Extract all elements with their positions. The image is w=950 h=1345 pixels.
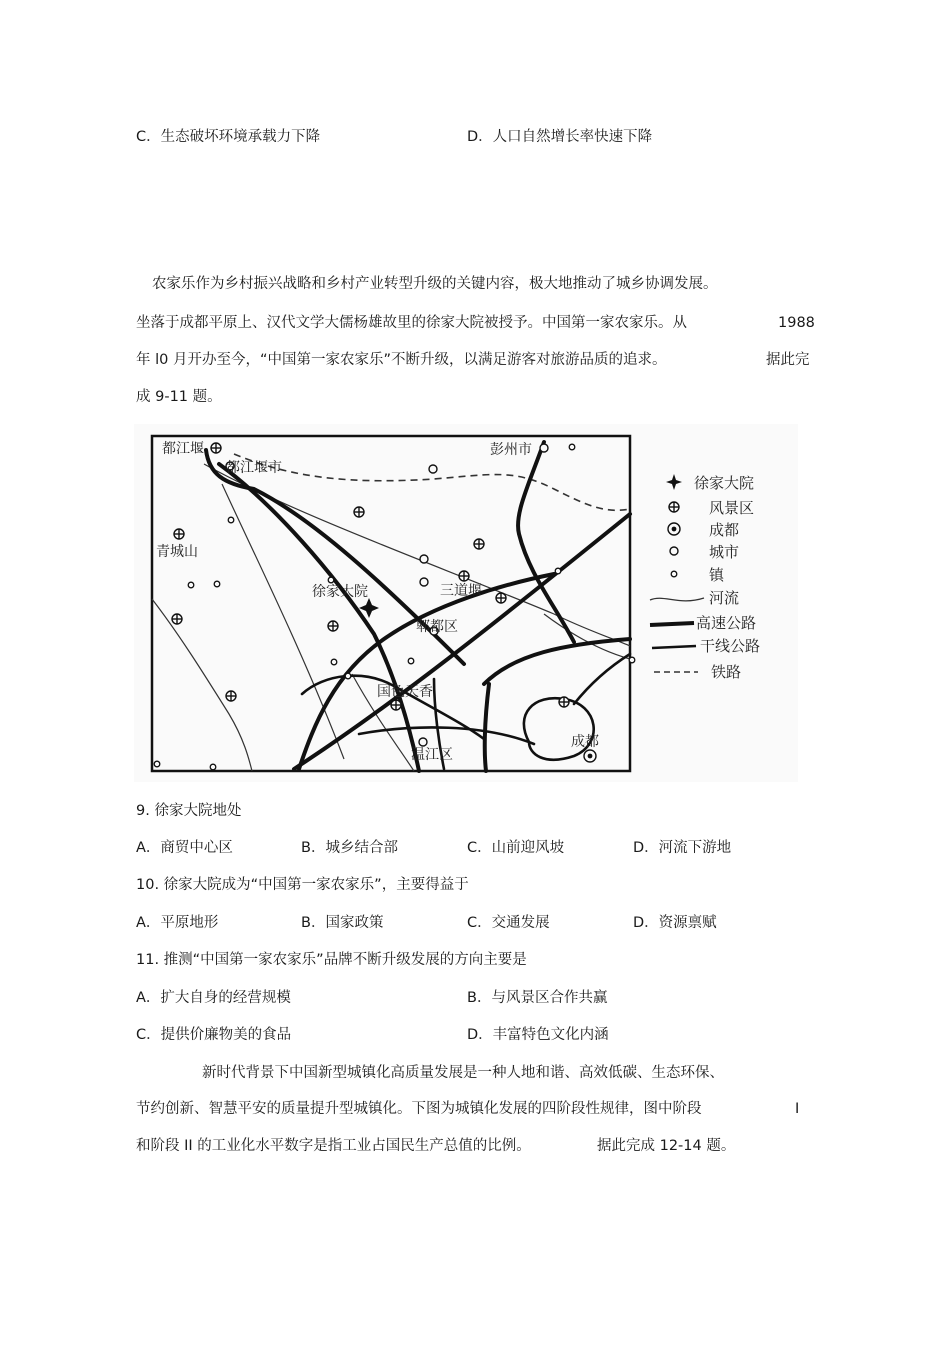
q9-option-c: C．山前迎风坡 xyxy=(467,840,565,856)
scenic-icon xyxy=(172,614,182,624)
passage1-line1: 农家乐作为乡村振兴战略和乡村产业转型升级的关键内容，极大地推动了城乡协调发展。 xyxy=(152,276,718,292)
q8-option-d: D．人口自然增长率快速下降 xyxy=(467,129,653,145)
q11-option-a: A．扩大自身的经营规模 xyxy=(136,990,291,1006)
town-marker xyxy=(188,582,194,588)
q11-stem: 11. 推测“中国第一家农家乐”品牌不断升级发展的方向主要是 xyxy=(136,952,527,968)
highway xyxy=(484,639,630,684)
town-marker xyxy=(555,568,561,574)
trunk-road xyxy=(524,698,594,759)
label-dujiangyan-city: 都江堰市 xyxy=(226,460,282,476)
river xyxy=(152,599,252,771)
town-marker xyxy=(629,657,635,663)
city-marker xyxy=(420,555,428,563)
town-marker xyxy=(345,673,351,679)
q9-stem: 9. 徐家大院地处 xyxy=(136,803,242,819)
passage1-line3-end: 据此完 xyxy=(766,352,810,368)
q11-option-c: C．提供价廉物美的食品 xyxy=(136,1027,292,1043)
scenic-icon xyxy=(226,691,236,701)
scenic-icon xyxy=(496,593,506,603)
q11-option-d: D．丰富特色文化内涵 xyxy=(467,1027,609,1043)
legend-trunk-line xyxy=(652,646,696,648)
passage2-line2: 节约创新、智慧平安的质量提升型城镇化。下图为城镇化发展的四阶段性规律，图中阶段 xyxy=(136,1101,702,1117)
label-xujiadayuan: 徐家大院 xyxy=(312,584,368,600)
label-chengdu: 成都 xyxy=(571,734,599,750)
trunk-road xyxy=(359,727,534,744)
scenic-icon xyxy=(559,697,569,707)
passage2-line2-end: I xyxy=(795,1101,800,1117)
q10-option-a: A．平原地形 xyxy=(136,915,219,931)
legend-xujia-star-icon xyxy=(666,474,682,490)
q9-option-b: B．城乡结合部 xyxy=(301,840,398,856)
legend-town-icon xyxy=(671,571,677,577)
city-marker xyxy=(419,738,427,746)
legend-xujia: 徐家大院 xyxy=(694,474,755,492)
label-dujiangyan: 都江堰 xyxy=(162,441,204,457)
passage1-line2: 坐落于成都平原上、汉代文学大儒杨雄故里的徐家大院被授予。中国第一家农家乐。从 xyxy=(136,315,687,331)
legend-river: 河流 xyxy=(709,589,740,607)
river xyxy=(544,614,630,659)
passage1-line4: 成 9-11 题。 xyxy=(136,389,222,405)
highway xyxy=(219,464,419,771)
label-qingchengshan: 青城山 xyxy=(156,544,198,560)
q10-option-d: D．资源禀赋 xyxy=(633,915,717,931)
map-legend xyxy=(650,474,760,681)
passage1-line3: 年 l0 月开办至今，“中国第一家农家乐”不断升级，以满足游客对旅游品质的追求。 xyxy=(136,352,667,368)
city-marker xyxy=(540,444,548,452)
q8-option-c: C．生态破坏环境承载力下降 xyxy=(136,129,321,145)
label-pengzhou: 彭州市 xyxy=(490,442,532,458)
railway xyxy=(234,454,630,510)
scenic-icon xyxy=(354,507,364,517)
passage2-line1: 新时代背景下中国新型城镇化高质量发展是一种人地和谐、高效低碳、生态环保、 xyxy=(202,1065,724,1081)
q11-option-b: B．与风景区合作共赢 xyxy=(467,990,608,1006)
scenic-icon xyxy=(391,700,401,710)
legend-trunk: 干线公路 xyxy=(700,637,761,655)
scenic-icon xyxy=(328,621,338,631)
legend-scenic-icon xyxy=(669,502,679,512)
scenic-icon xyxy=(474,539,484,549)
chengdu-map-figure xyxy=(134,424,798,782)
passage2-line3-end: 据此完成 12-14 题。 xyxy=(597,1138,736,1154)
legend-city: 城市 xyxy=(709,543,740,561)
legend-chengdu-icon xyxy=(668,523,680,535)
q10-stem: 10. 徐家大院成为“中国第一家农家乐”，主要得益于 xyxy=(136,877,469,893)
legend-river-line xyxy=(650,598,704,601)
town-marker xyxy=(214,581,220,587)
label-guosetianxiang: 国色天香 xyxy=(377,684,433,700)
q10-option-c: C．交通发展 xyxy=(467,915,550,931)
town-marker xyxy=(408,658,414,664)
legend-highway: 高速公路 xyxy=(696,614,757,632)
legend-highway-line xyxy=(650,623,694,625)
legend-city-icon xyxy=(670,547,678,555)
q9-option-a: A．商贸中心区 xyxy=(136,840,233,856)
town-marker xyxy=(228,517,234,523)
highway xyxy=(518,442,574,642)
river xyxy=(222,484,344,759)
map-svg xyxy=(134,424,798,782)
label-sandaoyan: 三道堰 xyxy=(440,583,482,599)
town-marker xyxy=(328,577,334,583)
legend-railway: 铁路 xyxy=(711,663,742,681)
legend-chengdu: 成都 xyxy=(709,521,740,539)
legend-town: 镇 xyxy=(709,566,725,584)
scenic-icon xyxy=(459,571,469,581)
highway xyxy=(485,684,489,771)
q9-option-d: D．河流下游地 xyxy=(633,840,732,856)
chengdu-symbol xyxy=(584,750,596,762)
city-marker xyxy=(429,465,437,473)
highways xyxy=(206,442,630,771)
town-marker xyxy=(154,761,160,767)
map-frame xyxy=(152,436,630,771)
label-pixian: 郫都区 xyxy=(416,619,458,635)
trunk-road xyxy=(574,654,630,704)
passage2-line3: 和阶段 II 的工业化水平数字是指工业占国民生产总值的比例。 xyxy=(136,1138,531,1154)
legend-scenic: 风景区 xyxy=(709,499,755,517)
scenic-icon xyxy=(174,529,184,539)
town-marker xyxy=(210,764,216,770)
town-marker xyxy=(331,659,337,665)
town-marker xyxy=(569,444,575,450)
scenic-icon xyxy=(211,443,221,453)
label-wenjiang: 温江区 xyxy=(411,747,453,763)
passage1-line2-year: 1988 xyxy=(778,315,815,331)
city-marker xyxy=(420,578,428,586)
q10-option-b: B．国家政策 xyxy=(301,915,384,931)
